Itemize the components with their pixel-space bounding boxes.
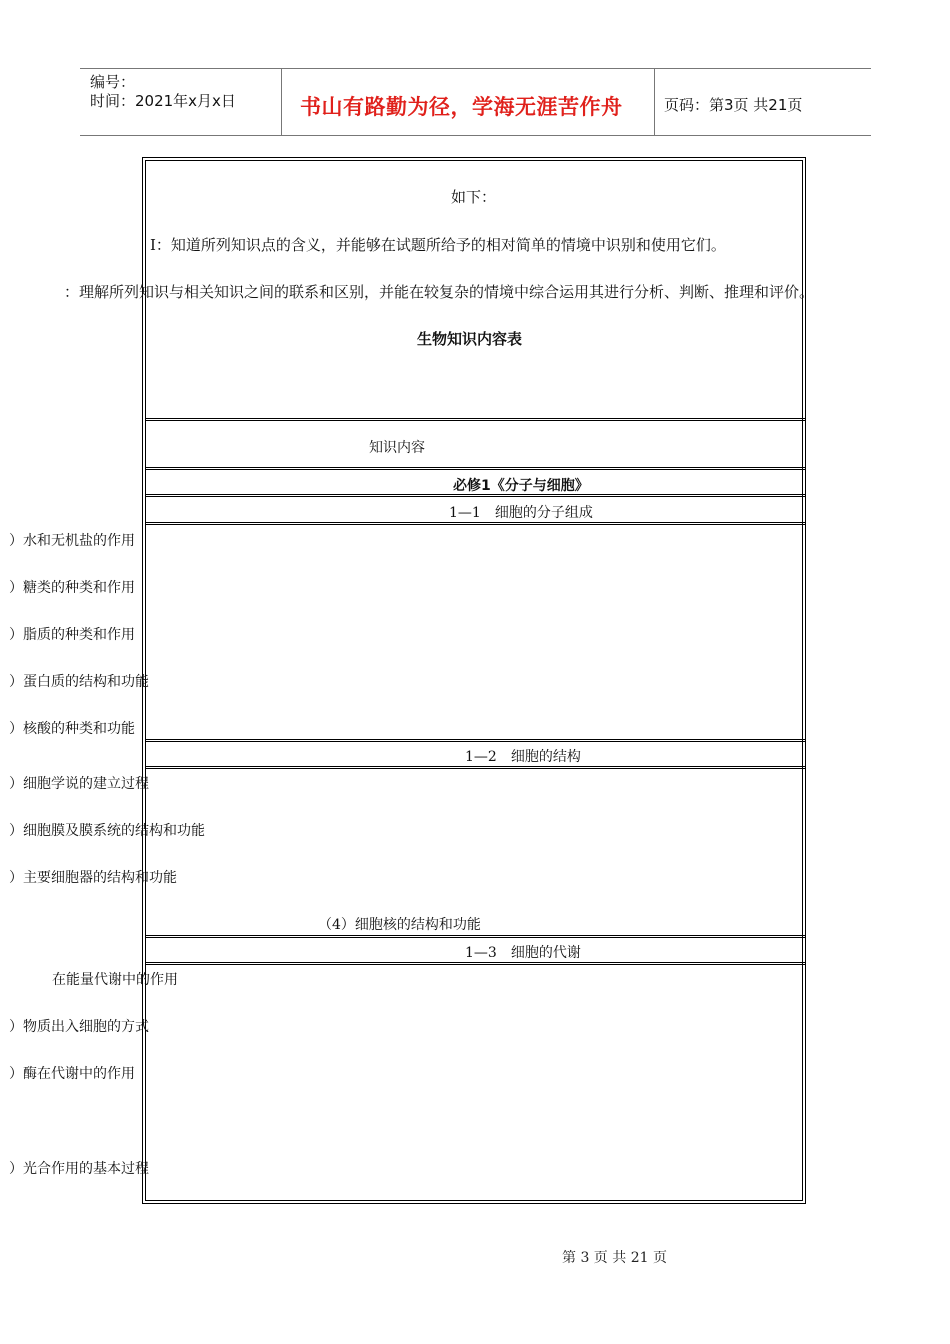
list-item: ）酶在代谢中的作用	[9, 1066, 135, 1082]
header-number-label: 编号：	[90, 73, 136, 91]
header-top-rule	[80, 68, 871, 69]
rule-after-section-1-2	[145, 766, 805, 769]
rule-before-section-1-3	[145, 935, 805, 938]
list-item: ）脂质的种类和作用	[9, 627, 135, 643]
header-page-info: 页码：第3页 共21页	[664, 96, 803, 114]
rule-after-section-1-3	[145, 962, 805, 965]
list-item: ）核酸的种类和功能	[9, 721, 135, 737]
table-header-knowledge: 知识内容	[369, 440, 425, 456]
intro-level-2: ：理解所列知识与相关知识之间的联系和区别，并能在较复杂的情境中综合运用其进行分析、判断、推理和评价。	[64, 283, 815, 301]
intro-as-follows: 如下：	[451, 188, 497, 206]
rule-after-header	[145, 467, 805, 470]
header-motto: 书山有路勤为径，学海无涯苦作舟	[300, 95, 623, 119]
list-item: ）蛋白质的结构和功能	[9, 674, 149, 690]
header-divider-left	[281, 69, 282, 136]
rule-after-section-1-1	[145, 522, 805, 525]
page-footer: 第 3 页 共 21 页	[562, 1250, 667, 1266]
list-item: ）细胞学说的建立过程	[9, 776, 149, 792]
list-item: ）光合作用的基本过程	[9, 1161, 149, 1177]
header-divider-right	[654, 69, 655, 136]
section-title-1-2: 1—2 细胞的结构	[465, 749, 581, 765]
section-title-1-3: 1—3 细胞的代谢	[465, 945, 581, 961]
intro-level-1: Ⅰ：知道所列知识点的含义，并能够在试题所给予的相对简单的情境中识别和使用它们。	[150, 236, 726, 254]
header-bottom-rule	[80, 135, 871, 136]
list-item: ）主要细胞器的结构和功能	[9, 870, 177, 886]
table-title: 生物知识内容表	[417, 330, 523, 348]
list-item: ）糖类的种类和作用	[9, 580, 135, 596]
list-item: ）水和无机盐的作用	[9, 533, 135, 549]
list-item: ）细胞膜及膜系统的结构和功能	[9, 823, 205, 839]
list-item: （4）细胞核的结构和功能	[318, 917, 481, 933]
table-frame-inner	[145, 160, 803, 1201]
header-time-label: 时间：2021年x月x日	[90, 92, 236, 110]
section-title-1-1: 1—1 细胞的分子组成	[449, 505, 593, 521]
module-title: 必修1《分子与细胞》	[453, 478, 589, 494]
rule-before-header	[145, 418, 805, 421]
rule-after-module	[145, 494, 805, 497]
list-item: ）物质出入细胞的方式	[9, 1019, 149, 1035]
rule-before-section-1-2	[145, 739, 805, 742]
list-item: 在能量代谢中的作用	[52, 972, 178, 988]
